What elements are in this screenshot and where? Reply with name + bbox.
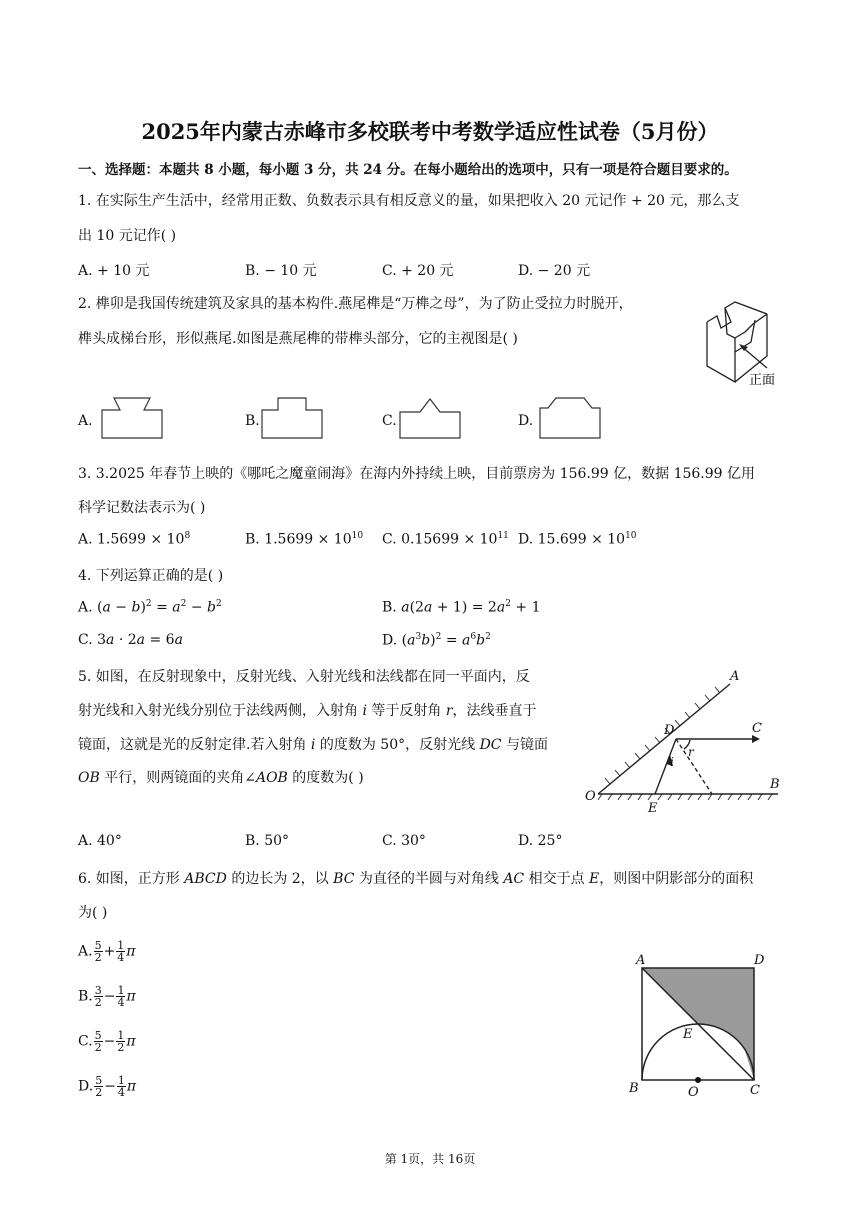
q5-label-r: r [688,745,694,759]
q2-option-d: D. [518,413,534,429]
q5-label-a: A [730,669,740,684]
q3-stem-line1: 3. 3.2025 年春节上映的《哪吒之魔童闹海》在海内外持续上映，目前票房为 156.99 亿，数据 156.99 亿用 [78,466,756,482]
q5-stem-line1: 5. 如图，在反射现象中，反射光线、入射光线和法线都在同一平面内，反 [78,669,530,685]
q6-stem-line1: 6. 如图，正方形 ABCD 的边长为 2，以 BC 为直径的半圆与对角线 AC 相交于点 E，则图中阴影部分的面积 [78,871,754,887]
q1-stem-line2: 出 10 元记作( ) [78,228,177,244]
q3-option-c: C. $0.15699 \times 10^{11}$ [382,531,509,548]
q5-stem-line4: OB 平行，则两镜面的夹角∠AOB 的度数为( ) [78,770,364,786]
q6-label-d: D [754,953,765,968]
q5-reflection-figure [580,664,790,814]
page-footer: 第 1页，共 16页 [384,1152,476,1166]
q2-stem-line1: 2. 榫卯是我国传统建筑及家具的基本构件.燕尾榫是“万榫之母”，为了防止受拉力时脱开， [78,296,633,312]
q6-label-c: C [750,1083,760,1098]
q3-option-a: A. $1.5699 \times 10^8$ [78,531,191,548]
q5-label-o: O [585,789,596,804]
q5-option-d: D. 25° [518,833,563,849]
q6-square-figure [622,950,772,1100]
q6-option-c: C. $\frac{5}{2}$ − $\frac{1}{2}$ π [78,1029,136,1054]
q4-option-b: B. $a(2a + 1) = 2a^2 + 1$ [382,599,541,616]
q2-option-a: A. [78,413,93,429]
q6-option-d: D. $\frac{5}{2}$ − $\frac{1}{4}$ π [78,1074,137,1099]
q1-option-b: B. − 10 元 [245,263,317,279]
q6-label-a: A [636,953,646,968]
q2-shape-a [100,396,166,440]
q4-option-a: A. $(a - b)^2 = a^2 - b^2$ [78,599,222,616]
q5-label-b: B [770,777,780,792]
q4-option-c: C. 3a · 2a = 6a [78,632,183,648]
q3-option-d: D. $15.699 \times 10^{10}$ [518,531,637,548]
q2-shape-b [260,396,326,440]
q2-front-label: 正面 [749,373,776,388]
q5-stem-line3: 镜面，这就是光的反射定律.若入射角 i 的度数为 50°，反射光线 DC 与镜面 [78,737,548,753]
q5-label-d: D [664,723,675,738]
section-heading: 一、选择题：本题共 8 小题，每小题 3 分，共 24 分。在每小题给出的选项中，只有一项是符合题目要求的。 [78,162,738,178]
q5-option-c: C. 30° [382,833,426,849]
q2-option-c: C. [382,413,397,429]
q6-label-b: B [629,1081,639,1096]
q5-label-i: i [670,755,674,769]
q6-stem-line2: 为( ) [78,905,108,921]
q5-option-a: A. 40° [78,833,122,849]
q2-dovetail-figure [695,294,785,389]
q6-option-a: A. $\frac{5}{2}$ + $\frac{1}{4}$ π [78,939,136,964]
page-title: 2025年内蒙古赤峰市多校联考中考数学适应性试卷（5月份） [141,119,719,144]
q4-option-d: D. $(a^3b)^2 = a^6b^2$ [382,632,491,649]
q5-label-e: E [648,801,658,816]
q2-option-b: B. [245,413,260,429]
q3-stem-line2: 科学记数法表示为( ) [78,500,206,516]
q1-option-c: C. + 20 元 [382,263,454,279]
q2-shape-d [538,396,604,440]
q2-stem-line2: 榫头成梯台形，形似燕尾.如图是燕尾榫的带榫头部分，它的主视图是( ) [78,331,518,347]
q3-option-b: B. $1.5699 \times 10^{10}$ [245,531,364,548]
q2-shape-c [398,396,464,440]
q1-option-a: A. + 10 元 [78,263,150,279]
q6-option-b: B. $\frac{3}{2}$ − $\frac{1}{4}$ π [78,984,136,1009]
q5-stem-line2: 射光线和入射光线分别位于法线两侧，入射角 i 等于反射角 r，法线垂直于 [78,703,537,719]
q1-stem-line1: 1. 在实际生产生活中，经常用正数、负数表示具有相反意义的量，如果把收入 20 元记作 + 20 元，那么支 [78,193,740,209]
q6-label-o: O [688,1085,699,1100]
q6-label-e: E [683,1027,693,1042]
q5-label-c: C [752,721,762,736]
q5-option-b: B. 50° [245,833,290,849]
q1-option-d: D. − 20 元 [518,263,591,279]
q4-stem: 4. 下列运算正确的是( ) [78,568,224,584]
